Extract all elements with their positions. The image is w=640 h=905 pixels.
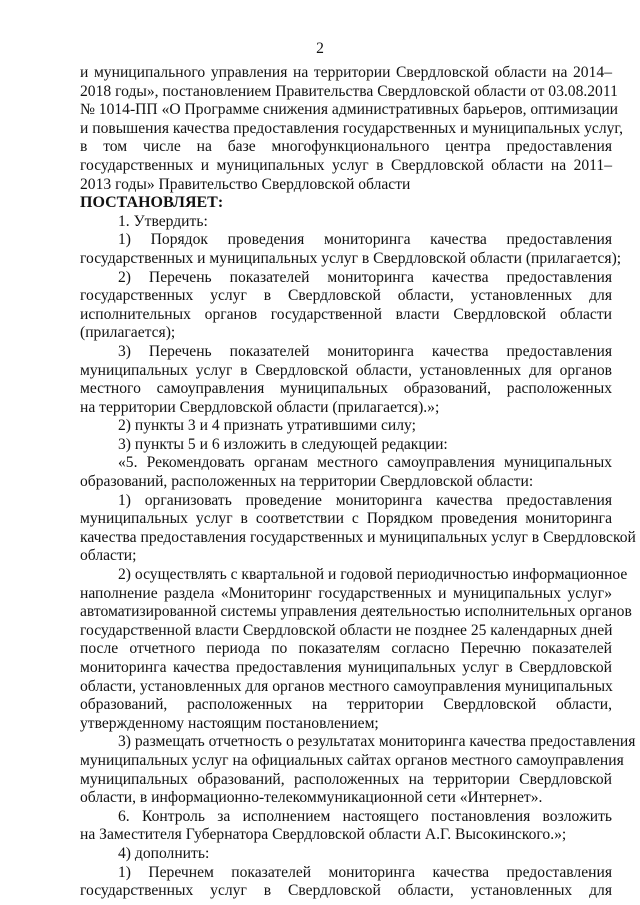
text-line: 2018 годы», постановлением Правительства Свердловской области от 03.08.2011	[80, 82, 618, 100]
text-line: автоматизированной системы управления деятельностью исполнительных органов	[80, 603, 632, 621]
text-line: местного самоуправления муниципальных образований, расположенных	[80, 380, 612, 398]
text-line: муниципальных образований, расположенных на территории Свердловской	[80, 770, 612, 788]
text-line: государственных услуг в Свердловской области, установленных для	[80, 882, 612, 900]
text-line: (прилагается);	[80, 324, 176, 342]
text-line: 2013 годы» Правительство Свердловской области	[80, 175, 411, 193]
text-line: 2) Перечень показателей мониторинга качества предоставления	[118, 268, 612, 286]
text-line: в том числе на базе многофункционального центра предоставления	[80, 138, 612, 156]
text-line: на Заместителя Губернатора Свердловской области А.Г. Высокинского.»;	[80, 826, 567, 844]
text-line: области, в информационно-телекоммуникационной сети «Интернет».	[80, 789, 543, 807]
text-line: государственной власти Свердловской области не позднее 25 календарных дней	[80, 621, 613, 639]
text-line: образований, расположенных на территории Свердловской области,	[80, 696, 612, 714]
text-line: и повышения качества предоставления государственных и муниципальных услуг,	[80, 119, 623, 137]
document-body	[80, 64, 636, 901]
text-line: ПОСТАНОВЛЯЕТ:	[80, 194, 224, 212]
text-line: государственных и муниципальных услуг в Свердловской области на 2011–	[80, 156, 612, 174]
text-line: № 1014-ПП «О Программе снижения административных барьеров, оптимизации	[80, 101, 619, 119]
text-line: области, установленных для органов местного самоуправления муниципальных	[80, 677, 613, 695]
text-line: 1) организовать проведение мониторинга качества предоставления	[118, 491, 612, 509]
text-line: государственных услуг в Свердловской области, установленных для	[80, 287, 612, 305]
text-line: 3) пункты 5 и 6 изложить в следующей редакции:	[118, 435, 448, 453]
text-line: 1. Утвердить:	[118, 212, 208, 230]
text-line: на территории Свердловской области (прилагается).»;	[80, 398, 440, 416]
text-line: области;	[80, 547, 137, 565]
text-line: 1) Порядок проведения мониторинга качества предоставления	[118, 231, 612, 249]
text-line: 2) пункты 3 и 4 признать утратившими силу;	[118, 417, 416, 435]
text-line: наполнение раздела «Мониторинг государственных и муниципальных услуг»	[80, 584, 612, 602]
text-line: муниципальных услуг на официальных сайтах органов местного самоуправления	[80, 751, 624, 769]
text-line: утвержденному настоящим постановлением;	[80, 714, 379, 732]
text-line: после отчетного периода по показателям согласно Перечню показателей	[80, 640, 612, 658]
page-number: 2	[316, 40, 324, 57]
text-line: муниципальных услуг в соответствии с Порядком проведения мониторинга	[80, 510, 612, 528]
text-line: мониторинга качества предоставления муниципальных услуг в Свердловской	[80, 659, 612, 676]
text-line: 2) осуществлять с квартальной и годовой периодичностью информационное	[118, 566, 628, 584]
text-line: качества предоставления государственных и муниципальных услуг в Свердловской	[80, 528, 636, 546]
text-line: 4) дополнить:	[118, 844, 210, 862]
text-line: исполнительных органов государственной власти Свердловской области	[80, 305, 612, 323]
text-line: 6. Контроль за исполнением настоящего постановления возложить	[118, 807, 612, 825]
text-line: и муниципального управления на территории Свердловской области на 2014–	[80, 64, 612, 81]
text-line: государственных и муниципальных услуг в Свердловской области (прилагается);	[80, 249, 622, 267]
text-line: 1) Перечнем показателей мониторинга качества предоставления	[118, 863, 612, 881]
text-line: 3) размещать отчетность о результатах мониторинга качества предоставления	[118, 733, 636, 751]
text-line: 3) Перечень показателей мониторинга качества предоставления	[118, 342, 612, 360]
text-line: «5. Рекомендовать органам местного самоуправления муниципальных	[118, 454, 612, 472]
text-line: образований, расположенных на территории Свердловской области:	[80, 473, 534, 491]
text-line: муниципальных услуг в Свердловской области, установленных для органов	[80, 361, 612, 379]
